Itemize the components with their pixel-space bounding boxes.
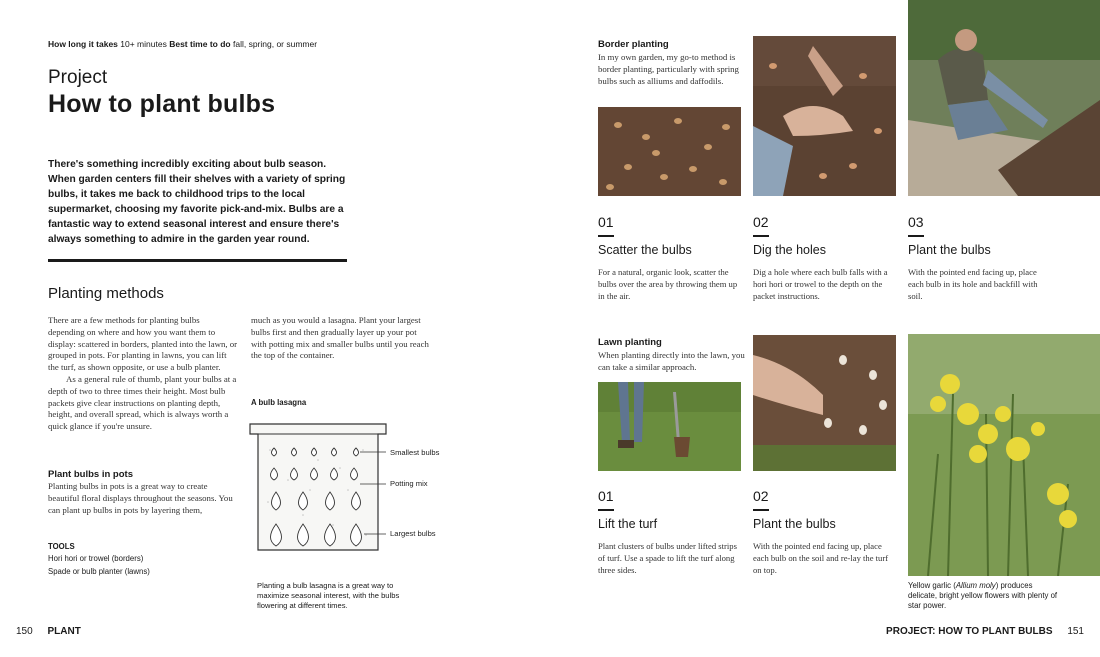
step-bar: [908, 235, 924, 237]
step-title: Scatter the bulbs: [598, 243, 692, 257]
pots-subhead: Plant bulbs in pots: [48, 469, 133, 480]
tool-item: Spade or bulb planter (lawns): [48, 567, 150, 576]
step-description: With the pointed end facing up, place each bulb in its hole and backfill with soil.: [908, 267, 1038, 301]
diagram-caption: Planting a bulb lasagna is a great way to maximize seasonal interest, with the bulbs flowering at different times.: [257, 581, 400, 611]
folio-section: PLANT: [47, 626, 81, 637]
folio-section: PROJECT: HOW TO PLANT BULBS: [886, 626, 1053, 637]
callout-potting-mix: Potting mix: [390, 479, 428, 488]
best-time-label: Best time to do: [169, 39, 231, 49]
project-kicker: Project: [48, 67, 108, 88]
folio-left: [16, 626, 81, 637]
step-bar: [598, 509, 614, 511]
right-page: [550, 0, 1100, 657]
intro-paragraph: There's something incredibly exciting about bulb season. When garden centers fill their shelves with a variety of spring bulbs, it takes me back to childhood trips to the local supermarket, choosing my favorite pick-and-mix. Bulbs are a fantastic way to extend seasonal interest and ensure there's always something to admire in the garden year round.: [48, 159, 346, 245]
folio-right: [886, 626, 1084, 637]
body-column-1: [48, 315, 238, 433]
step-title: Plant the bulbs: [753, 517, 836, 531]
project-meta: [48, 39, 317, 49]
body-column-2: much as you would a lasagna. Plant your largest bulbs first and then gradually layer up your pot with potting mix and smaller bulbs until you reach the top of the container.: [251, 315, 429, 361]
step-number: 02: [753, 214, 769, 230]
diagram-label: A bulb lasagna: [251, 398, 307, 407]
step-number: 01: [598, 214, 614, 230]
step-description: For a natural, organic look, scatter the bulbs over the area by throwing them up in the air.: [598, 267, 738, 301]
body-paragraph: There are a few methods for planting bulbs depending on where and how you want them to display: scattered in borders, planted into the lawn, or grouped in pots. For planting in lawns, you can lift the turf, as shown opposite, or use a bulb planter.: [48, 315, 238, 373]
step-description: With the pointed end facing up, place each bulb on the soil and re-lay the turf on top.: [753, 541, 889, 575]
step-title: Dig the holes: [753, 243, 826, 257]
page-number: 150: [16, 626, 33, 637]
photo-plant-bulbs: [908, 0, 1100, 196]
best-time-value: fall, spring, or summer: [232, 39, 318, 49]
photo-plant-lawn-bulbs: [753, 335, 896, 471]
photo-scattered-bulbs: [598, 107, 741, 196]
step-description: Plant clusters of bulbs under lifted strips of turf. Use a spade to lift the turf along three sides.: [598, 541, 737, 575]
step-title: Plant the bulbs: [908, 243, 991, 257]
step-title: Lift the turf: [598, 517, 658, 531]
step-bar: [598, 235, 614, 237]
page-number: 151: [1067, 626, 1084, 637]
photo-yellow-garlic: [908, 334, 1100, 576]
bulb-lasagna-illustration: [248, 420, 388, 555]
photo-caption: Yellow garlic (Allium moly) produces delicate, bright yellow flowers with plenty of star power.: [908, 581, 1058, 611]
step-bar: [753, 235, 769, 237]
callout-smallest-bulbs: Smallest bulbs: [390, 448, 440, 457]
body-paragraph: As a general rule of thumb, plant your bulbs at a depth of two to three times their height. Most bulb packets give clear instructions on planting depth, height, and overall spread, which is always worth a quick glance if you're unsure.: [48, 373, 237, 432]
border-planting-body: In my own garden, my go-to method is border planting, particularly with spring bulbs such as alliums and daffodils.: [598, 52, 739, 86]
border-planting-heading: Border planting: [598, 39, 669, 50]
lawn-planting-body: When planting directly into the lawn, you can take a similar approach.: [598, 350, 745, 372]
pots-paragraph: Planting bulbs in pots is a great way to create beautiful floral displays throughout the seasons. You can plant up bulbs in pots by layering them,: [48, 481, 233, 515]
section-divider: [48, 259, 347, 262]
step-bar: [753, 509, 769, 511]
photo-dig-holes: [753, 36, 896, 196]
time-label: How long it takes: [48, 39, 118, 49]
time-value: 10+ minutes: [120, 39, 167, 49]
section-title: Planting methods: [48, 285, 164, 302]
tool-item: Hori hori or trowel (borders): [48, 554, 144, 563]
page-title: How to plant bulbs: [48, 90, 276, 118]
step-description: Dig a hole where each bulb falls with a hori hori or trowel to the depth on the packet instructions.: [753, 267, 888, 301]
lawn-planting-heading: Lawn planting: [598, 337, 662, 348]
step-number: 02: [753, 488, 769, 504]
step-number: 03: [908, 214, 924, 230]
callout-largest-bulbs: Largest bulbs: [390, 529, 436, 538]
step-number: 01: [598, 488, 614, 504]
tools-heading: TOOLS: [48, 542, 75, 551]
photo-lift-turf: [598, 382, 741, 471]
